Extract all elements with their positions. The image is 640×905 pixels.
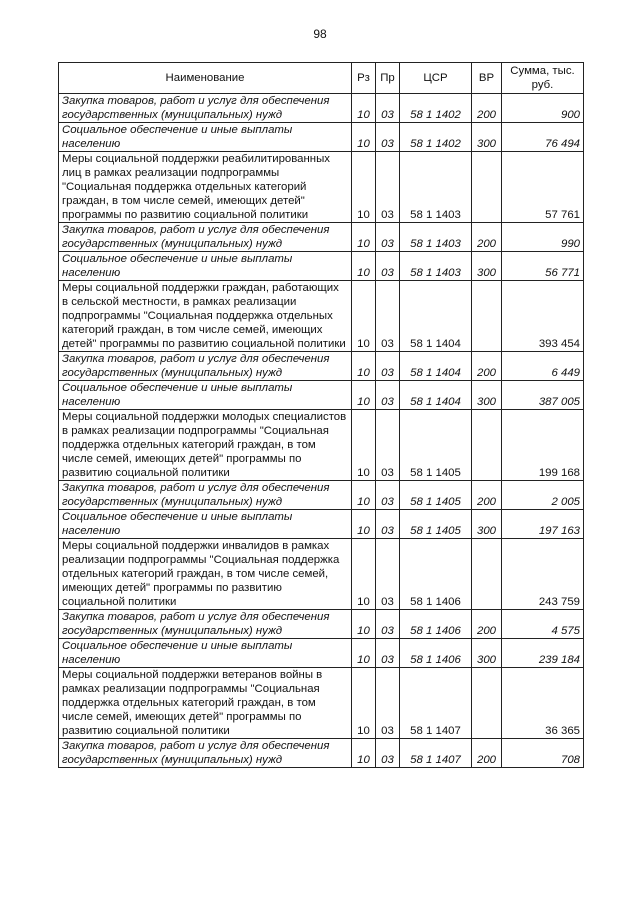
cell-csr: 58 1 1405 xyxy=(400,481,472,510)
cell-pr: 03 xyxy=(376,223,400,252)
cell-rz: 10 xyxy=(352,352,376,381)
cell-pr: 03 xyxy=(376,739,400,768)
header-name: Наименование xyxy=(59,63,352,94)
budget-table xyxy=(58,62,584,768)
cell-csr: 58 1 1406 xyxy=(400,610,472,639)
table-row xyxy=(59,481,584,510)
table-row xyxy=(59,123,584,152)
cell-rz: 10 xyxy=(352,381,376,410)
cell-pr: 03 xyxy=(376,610,400,639)
table-row xyxy=(59,252,584,281)
cell-sum: 56 771 xyxy=(502,252,584,281)
cell-name: Закупка товаров, работ и услуг для обеспечения государственных (муниципальных) нужд xyxy=(59,223,352,252)
cell-vr: 200 xyxy=(472,352,502,381)
cell-csr: 58 1 1404 xyxy=(400,281,472,352)
cell-rz: 10 xyxy=(352,123,376,152)
cell-csr: 58 1 1402 xyxy=(400,94,472,123)
cell-sum: 239 184 xyxy=(502,639,584,668)
table-row xyxy=(59,352,584,381)
cell-pr: 03 xyxy=(376,510,400,539)
header-vr: ВР xyxy=(472,63,502,94)
cell-csr: 58 1 1407 xyxy=(400,668,472,739)
cell-sum: 990 xyxy=(502,223,584,252)
cell-rz: 10 xyxy=(352,252,376,281)
cell-vr xyxy=(472,668,502,739)
cell-csr: 58 1 1403 xyxy=(400,223,472,252)
table-row xyxy=(59,668,584,739)
cell-sum: 4 575 xyxy=(502,610,584,639)
cell-sum: 393 454 xyxy=(502,281,584,352)
cell-vr: 200 xyxy=(472,481,502,510)
cell-rz: 10 xyxy=(352,94,376,123)
cell-pr: 03 xyxy=(376,252,400,281)
header-pr: Пр xyxy=(376,63,400,94)
table-row xyxy=(59,410,584,481)
page-number: 98 xyxy=(313,27,327,41)
cell-sum: 900 xyxy=(502,94,584,123)
table-row xyxy=(59,94,584,123)
cell-name: Социальное обеспечение и иные выплаты населению xyxy=(59,252,352,281)
cell-vr: 300 xyxy=(472,381,502,410)
cell-sum: 6 449 xyxy=(502,352,584,381)
cell-rz: 10 xyxy=(352,510,376,539)
cell-rz: 10 xyxy=(352,281,376,352)
cell-sum: 76 494 xyxy=(502,123,584,152)
cell-rz: 10 xyxy=(352,610,376,639)
cell-sum: 708 xyxy=(502,739,584,768)
cell-sum: 197 163 xyxy=(502,510,584,539)
cell-pr: 03 xyxy=(376,381,400,410)
cell-name: Меры социальной поддержки граждан, работающих в сельской местности, в рамках реализации подпрограммы "Социальная поддержка отдельных категорий граждан, в том числе семей, имеющих детей" программы по развитию социальной политики xyxy=(59,281,352,352)
table-row xyxy=(59,610,584,639)
cell-vr: 200 xyxy=(472,739,502,768)
cell-name: Меры социальной поддержки реабилитированных лиц в рамках реализации подпрограммы "Социальная поддержка отдельных категорий граждан, в том числе семей, имеющих детей" программы по развитию социальной политики xyxy=(59,152,352,223)
cell-name: Закупка товаров, работ и услуг для обеспечения государственных (муниципальных) нужд xyxy=(59,352,352,381)
cell-name: Меры социальной поддержки инвалидов в рамках реализации подпрограммы "Социальная поддержка отдельных категорий граждан, в том числе семей, имеющих детей" программы по развитию социальной политики xyxy=(59,539,352,610)
cell-csr: 58 1 1406 xyxy=(400,539,472,610)
cell-sum: 243 759 xyxy=(502,539,584,610)
cell-vr xyxy=(472,539,502,610)
cell-pr: 03 xyxy=(376,352,400,381)
cell-name: Закупка товаров, работ и услуг для обеспечения государственных (муниципальных) нужд xyxy=(59,739,352,768)
cell-vr xyxy=(472,410,502,481)
cell-rz: 10 xyxy=(352,739,376,768)
table-row xyxy=(59,739,584,768)
table-row xyxy=(59,223,584,252)
header-csr: ЦСР xyxy=(400,63,472,94)
cell-pr: 03 xyxy=(376,639,400,668)
cell-pr: 03 xyxy=(376,152,400,223)
cell-name: Меры социальной поддержки молодых специалистов в рамках реализации подпрограммы "Социальная поддержка отдельных категорий граждан, в том числе семей, имеющих детей" программы по развитию социальной политики xyxy=(59,410,352,481)
table-header-row xyxy=(59,63,584,94)
cell-csr: 58 1 1405 xyxy=(400,510,472,539)
cell-pr: 03 xyxy=(376,481,400,510)
cell-sum: 387 005 xyxy=(502,381,584,410)
cell-pr: 03 xyxy=(376,539,400,610)
cell-rz: 10 xyxy=(352,223,376,252)
header-sum: Сумма, тыс. руб. xyxy=(502,63,584,94)
cell-name: Закупка товаров, работ и услуг для обеспечения государственных (муниципальных) нужд xyxy=(59,94,352,123)
cell-sum: 2 005 xyxy=(502,481,584,510)
cell-vr: 200 xyxy=(472,610,502,639)
table-row xyxy=(59,639,584,668)
cell-vr xyxy=(472,152,502,223)
cell-rz: 10 xyxy=(352,410,376,481)
cell-rz: 10 xyxy=(352,668,376,739)
cell-name: Закупка товаров, работ и услуг для обеспечения государственных (муниципальных) нужд xyxy=(59,481,352,510)
table-row xyxy=(59,152,584,223)
table-row xyxy=(59,539,584,610)
cell-pr: 03 xyxy=(376,123,400,152)
cell-csr: 58 1 1403 xyxy=(400,252,472,281)
cell-csr: 58 1 1404 xyxy=(400,352,472,381)
cell-name: Социальное обеспечение и иные выплаты населению xyxy=(59,381,352,410)
cell-name: Закупка товаров, работ и услуг для обеспечения государственных (муниципальных) нужд xyxy=(59,610,352,639)
cell-vr: 300 xyxy=(472,639,502,668)
cell-csr: 58 1 1404 xyxy=(400,381,472,410)
cell-sum: 36 365 xyxy=(502,668,584,739)
cell-rz: 10 xyxy=(352,152,376,223)
cell-name: Социальное обеспечение и иные выплаты населению xyxy=(59,123,352,152)
cell-vr: 300 xyxy=(472,252,502,281)
cell-vr: 300 xyxy=(472,510,502,539)
cell-rz: 10 xyxy=(352,639,376,668)
cell-csr: 58 1 1405 xyxy=(400,410,472,481)
cell-vr: 300 xyxy=(472,123,502,152)
table-row xyxy=(59,281,584,352)
cell-name: Социальное обеспечение и иные выплаты населению xyxy=(59,639,352,668)
cell-csr: 58 1 1403 xyxy=(400,152,472,223)
cell-pr: 03 xyxy=(376,94,400,123)
cell-csr: 58 1 1406 xyxy=(400,639,472,668)
table-body xyxy=(59,94,584,768)
cell-pr: 03 xyxy=(376,668,400,739)
cell-vr: 200 xyxy=(472,223,502,252)
cell-name: Меры социальной поддержки ветеранов войны в рамках реализации подпрограммы "Социальная поддержка отдельных категорий граждан, в том числе семей, имеющих детей" программы по развитию социальной политики xyxy=(59,668,352,739)
table-row xyxy=(59,381,584,410)
cell-pr: 03 xyxy=(376,410,400,481)
cell-pr: 03 xyxy=(376,281,400,352)
cell-vr xyxy=(472,281,502,352)
cell-rz: 10 xyxy=(352,539,376,610)
cell-sum: 57 761 xyxy=(502,152,584,223)
cell-sum: 199 168 xyxy=(502,410,584,481)
header-rz: Рз xyxy=(352,63,376,94)
cell-rz: 10 xyxy=(352,481,376,510)
cell-csr: 58 1 1407 xyxy=(400,739,472,768)
cell-vr: 200 xyxy=(472,94,502,123)
cell-name: Социальное обеспечение и иные выплаты населению xyxy=(59,510,352,539)
table-row xyxy=(59,510,584,539)
cell-csr: 58 1 1402 xyxy=(400,123,472,152)
